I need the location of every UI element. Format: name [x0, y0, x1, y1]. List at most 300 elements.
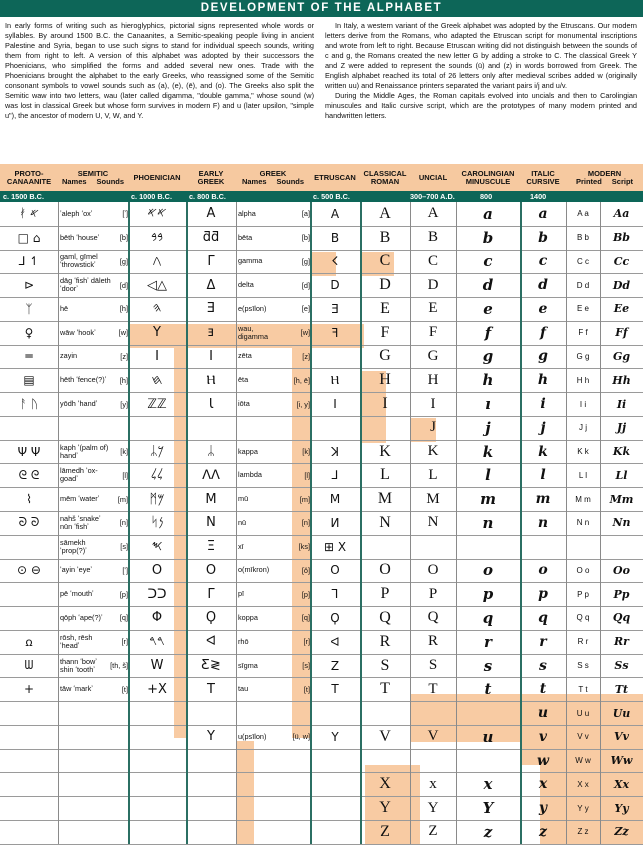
cell-roman: S	[380, 656, 390, 674]
header-subtext: Names	[241, 177, 267, 186]
cell-etr: Ǝ	[331, 301, 339, 316]
cell-egreek: M	[205, 491, 217, 507]
cell-gname: mū	[238, 494, 249, 504]
cell-script: Mm	[609, 492, 634, 506]
header-subtext: Script	[611, 177, 634, 186]
cell-roman: L	[380, 466, 390, 484]
cell-italic: e	[538, 300, 548, 317]
cell-carol: n	[482, 513, 494, 532]
cell-etr: Ꞁ	[331, 587, 339, 602]
header-semitic	[58, 166, 128, 190]
cell-script: Ww	[610, 754, 633, 768]
cell-semsnd: [q]	[119, 613, 128, 623]
cell-etr: ⅃	[331, 468, 339, 483]
cell-etr: I	[333, 397, 337, 412]
cell-phoen: Φ	[151, 610, 163, 626]
cell-carol: f	[484, 323, 492, 342]
cell-script: Hh	[612, 373, 631, 387]
cell-printed: V v	[577, 732, 589, 742]
cell-uncial: C	[427, 252, 438, 269]
cell-etr: A	[330, 206, 340, 221]
cell-uncial: D	[427, 276, 439, 293]
cell-carol: o	[482, 561, 493, 580]
cell-gname: nū	[238, 517, 247, 527]
cell-roman: G	[379, 347, 391, 365]
cell-phoen	[128, 772, 186, 796]
cell-gsnd: [w]	[300, 328, 310, 338]
cell-proto: ᘓ ᘓ	[18, 467, 40, 482]
cell-roman: X	[379, 775, 391, 793]
cell-italic: w	[536, 752, 550, 769]
cell-carol: u	[482, 727, 494, 746]
cell-phoen: W	[150, 658, 164, 673]
cell-egreek: Ϙ	[205, 610, 217, 626]
cell-carol: g	[482, 347, 494, 366]
cell-semname: ʻayin ʻeyeʼ	[60, 565, 93, 575]
cell-gsnd: [e]	[301, 304, 310, 314]
cell-gsnd: [p]	[301, 589, 310, 599]
cell-proto: ᛉ	[25, 301, 33, 316]
cell-printed: L l	[578, 470, 588, 480]
cell-phoen: 𐤋𐤋	[150, 467, 164, 483]
cell-printed: X x	[577, 779, 589, 789]
cell-etr: D	[330, 278, 340, 293]
cell-semsnd: [ʼ]	[122, 209, 128, 219]
cell-semname: gaml, gīmel ʻthrowstickʼ	[60, 252, 98, 270]
cell-uncial: H	[427, 371, 439, 388]
cell-roman: M	[377, 490, 393, 508]
cell-phoen	[128, 416, 186, 440]
cell-gsnd	[282, 701, 312, 725]
cell-semname	[58, 725, 112, 749]
cell-semsnd: [g]	[119, 256, 128, 266]
cell-printed: B b	[576, 233, 589, 243]
cell-semname	[58, 749, 112, 773]
cell-script: Qq	[612, 611, 631, 625]
cell-script: Ii	[616, 397, 627, 411]
cell-printed: R r	[577, 637, 589, 647]
cell-etr: И	[330, 515, 340, 530]
header-text: ROMAN	[370, 177, 400, 186]
cell-semsnd	[110, 772, 128, 796]
header-text: MINUSCULE	[465, 177, 511, 186]
cell-egreek: Ⲏ	[206, 372, 216, 388]
cell-gname: koppa	[238, 612, 258, 622]
cell-roman: O	[379, 561, 391, 579]
cell-uncial	[410, 535, 456, 559]
cell-script	[600, 535, 643, 559]
cell-carol: ı	[485, 395, 491, 414]
intro-right-text	[325, 21, 637, 151]
intro-paragraph: In early forms of writing such as hieroglyphics, pictorial signs represented whole words or syllables. By around 1500 B.C. the Canaanites, a Semitic-speaking people living in ancient Palestine and Syria, began to use such signs to stand for individual speech sounds, writing them from right to left. A version of this alphabet was adopted by their successors the Phoenicians, who simplified the forms and added several new ones. Trade with the Phoenicians brought the alphabet to the early Greeks, who reassigned some of the Semitic consonant symbols to vowel sounds such as (a), (e), (ē), and (o). The Greeks also split the Semitic waw into two letters, wau (later called digamma, "double gamma," whose sound (w) was lost in classical Greek but whose form survives in modern F) and u (later upsilon, "simple u"), the ancestor of modern U, V, W, and Y.	[5, 21, 314, 120]
header-proto	[0, 166, 58, 190]
cell-semsnd	[110, 725, 128, 749]
cell-egreek: Y	[207, 729, 215, 745]
cell-roman: K	[379, 442, 391, 460]
cell-uncial: B	[427, 229, 438, 246]
cell-proto: Ψ Ψ	[17, 444, 41, 459]
cell-gsnd: [l]	[304, 470, 310, 480]
cell-carol: b	[482, 228, 494, 247]
cell-gname: alpha	[238, 208, 256, 218]
cell-semname: lāmedh ʻox-goadʼ	[60, 466, 98, 484]
cell-proto: ⅃ ↿	[18, 254, 40, 269]
cell-proto	[0, 772, 58, 796]
cell-script: Xx	[613, 777, 630, 791]
cell-roman: N	[379, 513, 391, 531]
cell-semsnd: [w]	[118, 328, 128, 338]
cell-roman: V	[379, 727, 391, 745]
cell-phoen: 𐤁𐤁	[150, 230, 164, 246]
cell-semsnd: [n]	[119, 518, 128, 528]
cell-phoen: I	[155, 348, 159, 364]
cell-proto: □ ⌂	[17, 230, 41, 245]
cell-etr: ꟻ	[331, 325, 339, 340]
column-divider	[600, 202, 601, 844]
cell-egreek	[186, 772, 236, 796]
cell-gsnd	[282, 416, 312, 440]
cell-egreek: Ɩ	[208, 396, 214, 412]
cell-semname: hēth ʻfence(?)ʼ	[60, 375, 107, 385]
cell-semname: dāg ʻfishʼ dāleth ʻdoorʼ	[60, 276, 111, 294]
header-text: CANAANITE	[6, 177, 52, 186]
cell-proto	[0, 820, 58, 844]
cell-gsnd: [h, ē]	[293, 375, 310, 385]
cell-phoen: 𐤎	[151, 539, 163, 555]
cell-printed: Q q	[576, 613, 590, 623]
cell-printed: N n	[576, 518, 590, 528]
cell-gname: xī	[238, 541, 244, 551]
column-divider	[566, 202, 567, 844]
header-classical-roman	[360, 166, 410, 190]
cell-egreek: ƌƌ	[202, 230, 220, 246]
cell-gsnd: [a]	[301, 209, 310, 219]
cell-proto: ⊙ ⊖	[17, 563, 41, 578]
cell-semsnd: [l]	[122, 470, 128, 480]
cell-phoen	[128, 749, 186, 773]
cell-egreek: I	[209, 348, 213, 364]
cell-italic: a	[538, 205, 548, 222]
cell-italic: v	[538, 728, 548, 745]
header-text: ITALIC	[531, 168, 555, 178]
cell-gname: ēta	[238, 375, 249, 385]
cell-gname: u(psīlon)	[238, 731, 267, 741]
header-subtext: Sounds	[96, 177, 125, 186]
cell-egreek	[186, 701, 236, 725]
cell-carol: p	[482, 585, 494, 604]
cell-phoen: ᛋ𐤍	[150, 515, 164, 531]
cell-etr	[310, 701, 360, 725]
cell-phoen: 𐤓𐤓	[149, 634, 165, 650]
cell-phoen: ◁△	[147, 277, 167, 293]
cell-italic: q	[538, 609, 548, 626]
cell-phoen: ℤℤ	[147, 396, 167, 412]
cell-italic: z	[539, 823, 547, 840]
header-greek	[236, 166, 310, 190]
cell-proto: ♀	[24, 325, 34, 340]
date-italic: 1400	[530, 192, 547, 201]
cell-egreek: ᛦ	[207, 444, 215, 460]
cell-gsnd: [r]	[303, 637, 310, 647]
cell-carol: d	[482, 276, 494, 295]
cell-semsnd: [t]	[121, 684, 128, 694]
cell-carol: h	[482, 371, 494, 390]
cell-egreek	[186, 796, 236, 820]
cell-proto	[0, 606, 58, 630]
cell-roman	[360, 416, 410, 440]
cell-printed: E e	[576, 304, 589, 314]
cell-semsnd	[110, 701, 128, 725]
cell-phoen	[128, 701, 186, 725]
cell-italic: i	[540, 396, 546, 413]
intro-left-text	[5, 21, 314, 151]
header-text: ETRUSCAN	[314, 172, 356, 182]
cell-italic: t	[539, 681, 547, 698]
cell-etr: Z	[330, 658, 340, 673]
cell-etr: ꓘ	[331, 444, 339, 459]
cell-carol: x	[483, 775, 493, 794]
cell-script: Pp	[613, 587, 630, 601]
cell-gsnd	[282, 796, 312, 820]
cell-egreek: Γ	[207, 586, 215, 602]
cell-egreek: Ξ	[206, 539, 216, 555]
header-text: PROTO-	[14, 168, 44, 178]
date-uncial: 300–700 A.D.	[410, 192, 455, 201]
cell-script: Zz	[614, 825, 629, 839]
cell-carol: j	[485, 418, 491, 437]
intro-paragraph: During the Middle Ages, the Roman capitals evolved into uncials and then to Carolingian minuscules and Italic cursive script, which are the prototypes of many modern printed and handwritten letters.	[325, 91, 637, 120]
cell-gsnd	[282, 772, 312, 796]
cell-gname	[236, 796, 284, 820]
cell-semsnd: [z]	[120, 351, 128, 361]
date-proto: c. 1500 B.C.	[3, 192, 44, 201]
header-text: SEMITIC	[77, 168, 109, 178]
cell-gsnd: [ŏ]	[301, 565, 310, 575]
cell-phoen: 𐤂	[152, 253, 162, 269]
cell-etr	[310, 416, 360, 440]
cell-gsnd: [b]	[301, 233, 310, 243]
cell-egreek	[186, 416, 236, 440]
cell-script: Bb	[613, 231, 630, 245]
cell-proto: ꭥ	[25, 635, 33, 650]
cell-uncial: J	[430, 419, 436, 436]
cell-egreek: N	[206, 515, 216, 531]
cell-semsnd: [y]	[120, 399, 128, 409]
cell-roman: H	[379, 371, 391, 389]
cell-phoen: 𐤇	[151, 372, 163, 388]
cell-italic: d	[538, 277, 548, 294]
cell-phoen: O	[151, 562, 163, 578]
cell-italic: g	[538, 348, 548, 365]
cell-carol: a	[483, 204, 493, 223]
cell-proto: ᘐ ᘐ	[18, 515, 40, 530]
cell-phoen	[128, 820, 186, 844]
cell-script: Nn	[612, 516, 631, 530]
cell-roman: Y	[379, 799, 391, 817]
cell-script: Cc	[613, 254, 630, 268]
cell-italic: y	[538, 800, 548, 817]
cell-etr	[310, 820, 360, 844]
header-uncial	[410, 166, 456, 190]
column-divider	[520, 202, 522, 844]
cell-gsnd: [ks]	[298, 542, 310, 552]
cell-egreek: ᐊ	[206, 634, 216, 650]
cell-printed	[566, 535, 600, 559]
cell-etr: O	[330, 563, 340, 578]
cell-printed: T t	[578, 684, 588, 694]
header-text: EARLY	[198, 168, 224, 178]
cell-gsnd: [z]	[302, 351, 310, 361]
cell-semname: qōph ʻape(?)ʼ	[60, 612, 103, 622]
cell-italic	[520, 535, 566, 559]
cell-gsnd	[282, 820, 312, 844]
cell-proto: ᗯ	[24, 658, 34, 672]
cell-proto	[0, 725, 58, 749]
header-subtext: Printed	[575, 177, 602, 186]
cell-script: Oo	[613, 563, 630, 577]
header-text: MODERN	[587, 168, 622, 178]
cell-semname: rōsh, rēsh ʻheadʼ	[60, 632, 93, 650]
date-etruscan: c. 500 B.C.	[313, 192, 350, 201]
cell-gsnd: [s]	[302, 661, 310, 670]
date-phoenician: c. 1000 B.C.	[131, 192, 172, 201]
cell-proto	[0, 416, 58, 440]
cell-semname: ʼaleph ʻoxʼ	[60, 208, 93, 218]
cell-script: Rr	[614, 635, 629, 649]
cell-script: Kk	[612, 445, 631, 459]
cell-proto: ⌇	[26, 492, 32, 507]
cell-printed: P p	[577, 589, 589, 599]
cell-semname	[58, 796, 112, 820]
cell-roman	[360, 749, 410, 773]
cell-roman: F	[380, 323, 390, 341]
cell-italic: h	[537, 372, 549, 389]
cell-script: Ll	[615, 468, 628, 482]
cell-italic: j	[540, 419, 546, 436]
cell-italic: c	[538, 253, 548, 270]
cell-proto: ⊳	[23, 278, 35, 293]
cell-italic: u	[537, 705, 549, 722]
header-phoenician	[128, 166, 186, 190]
cell-printed: Z z	[577, 827, 589, 837]
cell-uncial: F	[428, 324, 438, 341]
cell-egreek: Δ	[206, 277, 216, 293]
cell-script: Ee	[613, 302, 630, 316]
cell-semsnd: [d]	[119, 280, 128, 290]
cell-italic: l	[540, 467, 546, 484]
cell-printed: A a	[577, 209, 589, 219]
cell-carol: Y	[482, 799, 494, 818]
header-text: CURSIVE	[526, 177, 560, 186]
cell-egreek	[186, 749, 236, 773]
column-divider	[128, 202, 130, 844]
header-text: GREEK	[197, 177, 225, 186]
cell-gname: iōta	[238, 399, 250, 409]
cell-uncial: T	[428, 680, 438, 697]
cell-carol: m	[480, 490, 496, 509]
cell-egreek: Ƹ≷	[201, 658, 221, 673]
cell-egreek: Ǝ	[206, 301, 216, 317]
cell-uncial: N	[427, 514, 439, 531]
cell-gname	[236, 749, 284, 773]
cell-roman: D	[379, 276, 391, 294]
header-text: UNCIAL	[418, 172, 448, 182]
cell-uncial: I	[430, 395, 436, 412]
cell-semname: zayin	[60, 351, 78, 361]
cell-gsnd: [m]	[299, 494, 310, 504]
cell-uncial: R	[427, 633, 438, 650]
cell-italic: f	[539, 324, 547, 341]
cell-etr: B	[330, 230, 340, 245]
cell-etr	[310, 345, 360, 369]
cell-roman	[360, 535, 410, 559]
cell-semname: mēm ʻwaterʼ	[60, 494, 100, 504]
cell-script: Aa	[613, 207, 630, 221]
cell-roman: A	[379, 204, 391, 222]
header-early-greek	[186, 166, 236, 190]
cell-printed: K k	[577, 447, 589, 457]
cell-phoen: +X	[147, 681, 167, 697]
cell-egreek: Γ	[207, 253, 215, 269]
cell-gname: bēta	[238, 232, 253, 242]
intro-paragraph: In Italy, a western variant of the Greek alphabet was adopted by the Etruscans. Our modern letters derive from the Romans, who adapted the Etruscan script for monumental inscriptions and wrote from left to right. Because Etruscan writing did not distinguish between the sounds of c and g, the Romans created the new letter G by adding a stroke to C. The classical Greek Y and Z were added to represent the sounds (ü) and (z) in words borrowed from Greek. The English alphabet reached its total of 26 letters only after medieval scribes added w (originally written uu) and Renaissance printers separated the variant pairs i/j and u/v.	[325, 21, 637, 90]
cell-gname: rhō	[238, 636, 249, 646]
cell-proto: +	[23, 682, 35, 697]
cell-carol: c	[483, 252, 493, 271]
cell-etr: 𐌂	[331, 254, 339, 269]
cell-proto: ▤	[23, 373, 35, 388]
cell-printed: O o	[576, 565, 590, 575]
cell-egreek: O	[205, 562, 217, 578]
cell-script: Ff	[615, 326, 628, 340]
cell-egreek: ᐱᐱ	[202, 467, 220, 483]
cell-semname: kaph ʻ(palm of) handʼ	[60, 442, 109, 460]
cell-roman: P	[380, 585, 390, 603]
cell-etr: T	[331, 682, 339, 697]
page-title: DEVELOPMENT OF THE ALPHABET	[0, 0, 643, 17]
cell-semsnd: [m]	[117, 494, 128, 504]
cell-uncial: x	[429, 775, 437, 792]
cell-semname: pē ʻmouthʼ	[60, 589, 94, 599]
header-modern	[566, 166, 643, 190]
cell-uncial	[410, 749, 456, 773]
cell-semname: yōdh ʻhandʼ	[60, 399, 98, 409]
cell-phoen: ᛗ𐤌	[149, 491, 165, 507]
cell-phoen: ᑐᑐ	[147, 586, 167, 602]
cell-roman: R	[379, 632, 391, 650]
column-divider	[236, 202, 237, 844]
cell-semname	[58, 701, 112, 725]
cell-roman: C	[379, 252, 391, 270]
cell-roman: T	[380, 680, 390, 698]
cell-semname: nahš ʻsnakeʼ nūn ʻfishʼ	[60, 513, 101, 531]
header-etruscan	[310, 166, 360, 190]
cell-script: Dd	[612, 278, 631, 292]
cell-italic: m	[535, 491, 551, 508]
cell-gsnd: [d]	[301, 280, 310, 290]
cell-etr	[310, 749, 360, 773]
cell-gname: e(psīlon)	[238, 303, 267, 313]
cell-script: Vv	[614, 730, 629, 744]
cell-proto: ═	[25, 349, 33, 364]
cell-semsnd: [s]	[120, 542, 128, 552]
cell-gname: sīgma	[238, 660, 258, 670]
cell-phoen	[128, 725, 186, 749]
cell-roman: B	[379, 228, 391, 246]
cell-egreek	[186, 820, 236, 844]
cell-semname: hē	[60, 303, 69, 313]
cell-gname: wau, digamma	[238, 323, 269, 341]
